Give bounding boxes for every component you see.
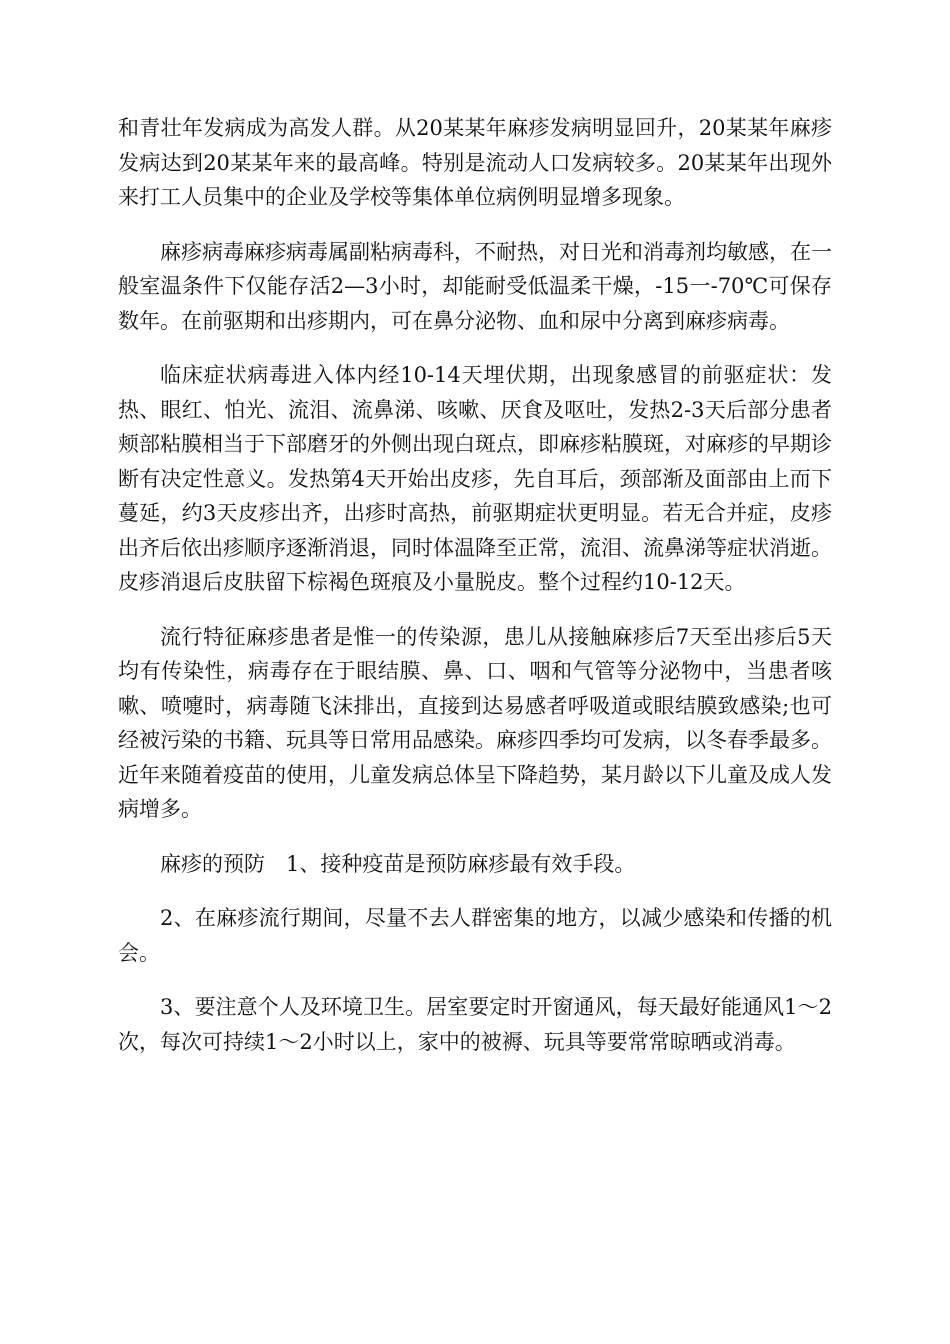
paragraph-measles-virus: 麻疹病毒麻疹病毒属副粘病毒科，不耐热，对日光和消毒剂均敏感，在一般室温条件下仅能存活2—3小时，却能耐受低温柔干燥，-15一-70℃可保存数年。在前驱期和出疹期内，可在鼻分泌物、血和尿中分离到麻疹病毒。 — [118, 239, 832, 333]
paragraph-epidemic-features: 流行特征麻疹患者是惟一的传染源，患儿从接触麻疹后7天至出疹后5天均有传染性，病毒存在于眼结膜、鼻、口、咽和气管等分泌物中，当患者咳嗽、喷嚏时，病毒随飞沫排出，直接到达易感者呼吸道或眼结膜致感染;也可经被污染的书籍、玩具等日常用品感染。麻疹四季均可发病，以冬春季最多。近年来随着疫苗的使用，儿童发病总体呈下降趋势，某月龄以下儿童及成人发病增多。 — [118, 624, 832, 821]
paragraph-prevention-1: 麻疹的预防 1、接种疫苗是预防麻疹最有效手段。 — [160, 851, 636, 876]
paragraph-clinical-symptoms: 临床症状病毒进入体内经10-14天埋伏期，出现象感冒的前驱症状：发热、眼红、怕光、流泪、流鼻涕、咳嗽、厌食及呕吐，发热2-3天后部分患者颊部粘膜相当于下部磨牙的外侧出现白斑点，即麻疹粘膜斑，对麻疹的早期诊断有决定性意义。发热第4天开始出皮疹，先自耳后，颈部渐及面部由上而下蔓延，约3天皮疹出齐，出疹时高热，前驱期症状更明显。若无合并症，皮疹出齐后依出疹顺序逐渐消退，同时体温降至正常，流泪、流鼻涕等症状消逝。皮疹消退后皮肤留下棕褐色斑痕及小量脱皮。整个过程约10-12天。 — [118, 363, 832, 594]
paragraph-epidemiology-continued: 和青壮年发病成为高发人群。从20某某年麻疹发病明显回升，20某某年麻疹发病达到20某某年来的最高峰。特别是流动人口发病较多。20某某年出现外来打工人员集中的企业及学校等集体单位病例明显增多现象。 — [118, 116, 832, 209]
paragraph-prevention-2: 2、在麻疹流行期间，尽量不去人群密集的地方，以减少感染和传播的机会。 — [118, 906, 832, 965]
paragraph-prevention-3: 3、要注意个人及环境卫生。居室要定时开窗通风，每天最好能通风1～2次，每次可持续1～2小时以上，家中的被褥、玩具等要常常晾晒或消毒。 — [118, 995, 832, 1054]
